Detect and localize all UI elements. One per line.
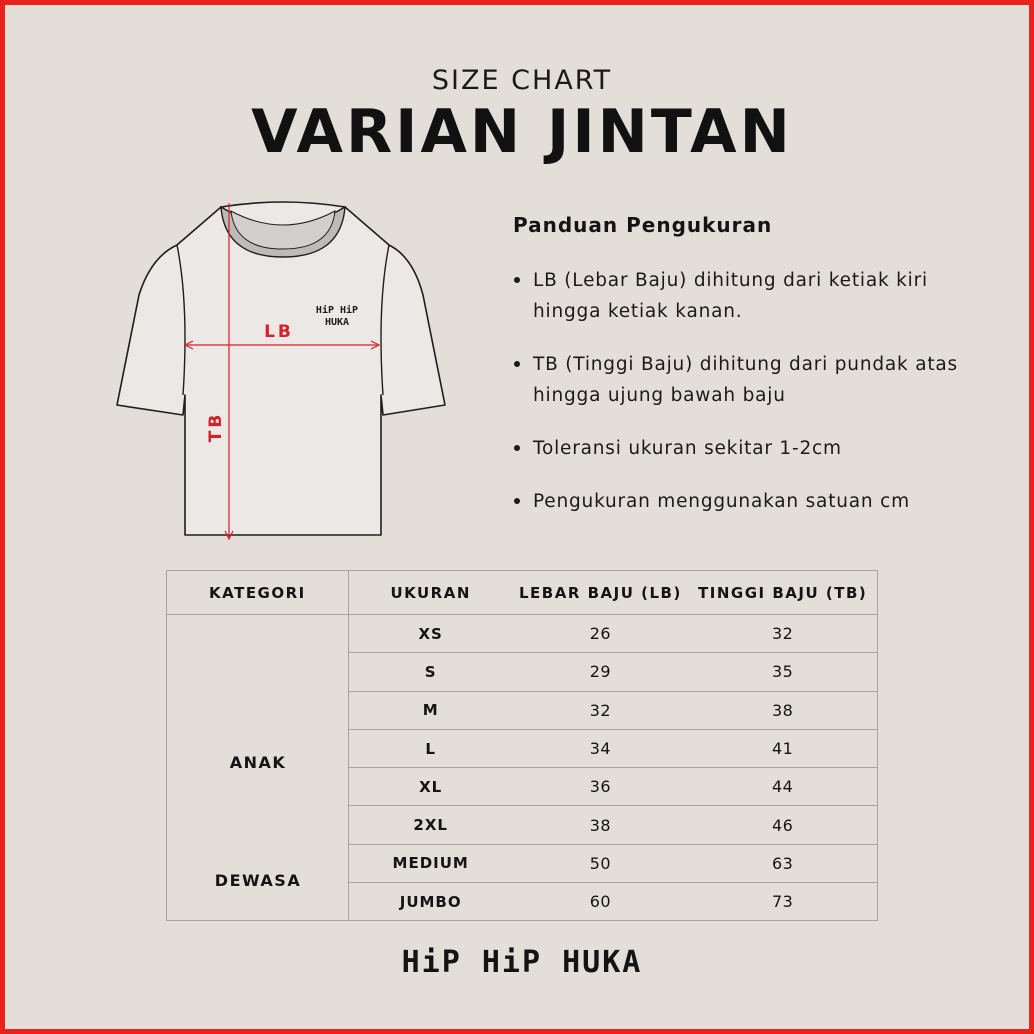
guide-list [513,265,983,517]
header-ukuran: UKURAN [348,571,513,615]
guide-item: Toleransi ukuran sekitar 1-2cm [513,433,983,464]
size-cell: MEDIUM [348,844,513,882]
size-cell: XL [348,768,513,806]
lb-cell: 32 [513,691,688,729]
size-cell: 2XL [348,806,513,844]
guide-item: TB (Tinggi Baju) dihitung dari pundak atas hingga ujung bawah baju [513,349,983,411]
header-lebar-baju: LEBAR BAJU (LB) [513,571,688,615]
size-cell: L [348,729,513,767]
tb-cell: 35 [688,653,878,691]
tshirt-diagram [113,195,453,545]
lb-cell: 29 [513,653,688,691]
tb-cell: 73 [688,883,878,921]
lb-cell: 38 [513,806,688,844]
svg-text:HUKA: HUKA [324,317,350,328]
tb-cell: 32 [688,615,878,653]
size-cell: M [348,691,513,729]
guide-item: LB (Lebar Baju) dihitung dari ketiak kiri hingga ketiak kanan. [513,265,983,327]
lb-cell: 50 [513,844,688,882]
lb-cell: 34 [513,729,688,767]
guide-item: Pengukuran menggunakan satuan cm [513,486,983,517]
page-subtitle: SIZE CHART [431,65,613,96]
tb-cell: 44 [688,768,878,806]
table-header-row [167,571,878,615]
brand-logo: HiP HiP HUKA [401,945,643,980]
page-title: VARIAN JINTAN [251,97,793,167]
category-dewasa: DEWASA [214,871,302,890]
guide-title: Panduan Pengukuran [513,213,773,237]
tb-cell: 41 [688,729,878,767]
tb-label: TB [206,411,226,443]
table-row [167,615,878,653]
lb-cell: 36 [513,768,688,806]
shirt-logo: HiP HiP [315,305,359,316]
header-kategori: KATEGORI [167,571,349,615]
lb-cell: 60 [513,883,688,921]
lb-cell: 26 [513,615,688,653]
tb-cell: 38 [688,691,878,729]
measurement-guide [513,213,983,539]
tb-cell: 63 [688,844,878,882]
tb-cell: 46 [688,806,878,844]
size-table [166,570,878,921]
size-cell: S [348,653,513,691]
header-tinggi-baju: TINGGI BAJU (TB) [688,571,878,615]
category-anak: ANAK [229,753,287,772]
size-cell: JUMBO [348,883,513,921]
lb-label: LB [264,322,294,342]
size-cell: XS [348,615,513,653]
